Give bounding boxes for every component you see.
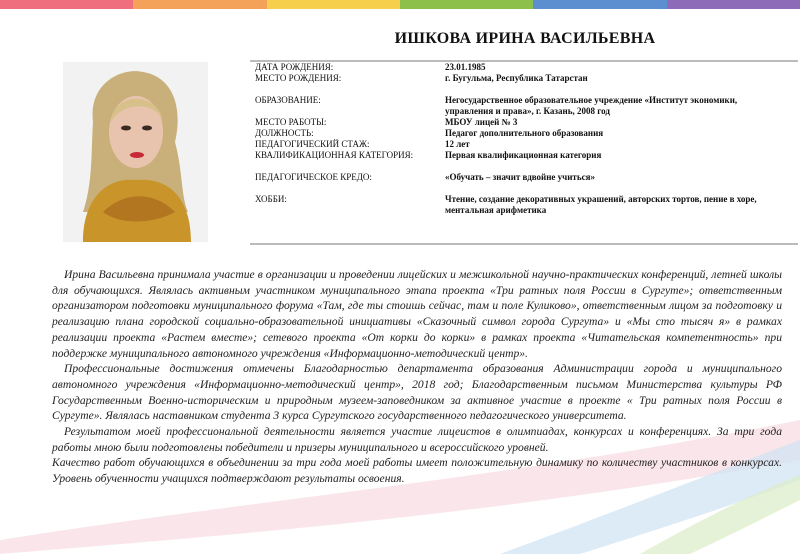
portrait-photo	[63, 62, 208, 242]
info-row-hobby	[255, 194, 785, 216]
info-row-birth-date	[255, 62, 785, 73]
page-title: ИШКОВА ИРИНА ВАСИЛЬЕВНА	[394, 30, 656, 47]
info-row-education	[255, 95, 785, 117]
info-value: «Обучать – значит вдвойне учиться»	[445, 172, 595, 182]
info-row-experience	[255, 139, 785, 150]
info-value: 23.01.1985	[445, 62, 486, 72]
info-label: МЕСТО РАБОТЫ:	[255, 117, 327, 127]
paragraph-achievements: Профессиональные достижения отмечены Благодарностью департамента образования Администрации города и муниципального автономного учреждения «Информационно-методический центр», 2018 год; Благодарственным письмом Министерства культуры РФ Государственным Военно-историческим и природным музеем-заповедником за активное участие в проекте « Три ратных поля России в Сургуте». Являлась наставником студента 3 курса Сургутского государственного педагогического университета.	[52, 362, 782, 423]
info-row-category	[255, 150, 785, 161]
info-value: Первая квалификационная категория	[445, 150, 602, 160]
color-header-bar	[0, 0, 800, 9]
info-value: Педагог дополнительного образования	[445, 128, 604, 138]
personal-info-table	[255, 62, 785, 216]
info-value: г. Бугульма, Республика Татарстан	[445, 73, 588, 83]
info-label: ОБРАЗОВАНИЕ:	[255, 95, 321, 105]
info-value: Негосударственное образовательное учреждение «Институт экономики, управления и права», г. Казань, 2008 год	[445, 95, 738, 116]
color-segment	[533, 0, 666, 9]
info-value: Чтение, создание декоративных украшений, авторских тортов, пение в хоре, ментальная арифметика	[445, 194, 757, 215]
info-label: ПЕДАГОГИЧЕСКИЙ СТАЖ:	[255, 139, 370, 149]
info-row-credo	[255, 172, 785, 183]
info-label: КВАЛИФИКАЦИОННАЯ КАТЕГОРИЯ:	[255, 150, 414, 160]
info-row-position	[255, 128, 785, 139]
info-label: МЕСТО РОЖДЕНИЯ:	[255, 73, 342, 83]
info-label: ПЕДАГОГИЧЕСКОЕ КРЕДО:	[255, 172, 372, 182]
color-segment	[667, 0, 800, 9]
color-segment	[133, 0, 266, 9]
divider-bottom	[250, 243, 798, 245]
info-row-birth-place	[255, 73, 785, 84]
info-label: ДОЛЖНОСТЬ:	[255, 128, 314, 138]
info-label: ХОББИ:	[255, 194, 287, 204]
color-segment	[0, 0, 133, 9]
info-label: ДАТА РОЖДЕНИЯ:	[255, 62, 334, 72]
paragraph-activities: Ирина Васильевна принимала участие в организации и проведении лицейских и межшкольной научно-практических конференций, летней школы для обучающихся. Являлась активным участником муниципального этапа проекта «Три ратных поля России в Сургуте»; ответственным организатором подготовки муниципального форума «Там, где ты стоишь сейчас, там и поле Куликово», ответственным лицом за подготовку и реализацию плана городской социально-образовательной инициативы «Сказочный символ города Сургута» и «Мы сто тысяч я» в рамках реализации проекта «Растем вместе»; сетевого проекта «От корки до корки» в рамках проекта «Читательская компетентность» при поддержке муниципального автономного учреждения «Информационно-методический центр».	[52, 268, 782, 360]
info-row-workplace	[255, 117, 785, 128]
paragraph-results: Результатом моей профессиональной деятельности является участие лицеистов в олимпиадах, конкурсах и конференциях. За три года работы мною были подготовлены победители и призеры муниципального и всероссийского уровней.	[52, 425, 782, 454]
color-segment	[267, 0, 400, 9]
paragraph-quality: Качество работ обучающихся в объединении за три года моей работы имеет положительную динамику по количеству участников в конкурсах. Уровень обученности учащихся подтверждают результаты освоения.	[52, 456, 782, 486]
info-value: МБОУ лицей № 3	[445, 117, 518, 127]
color-segment	[400, 0, 533, 9]
info-value: 12 лет	[445, 139, 470, 149]
biography-text	[52, 267, 782, 487]
